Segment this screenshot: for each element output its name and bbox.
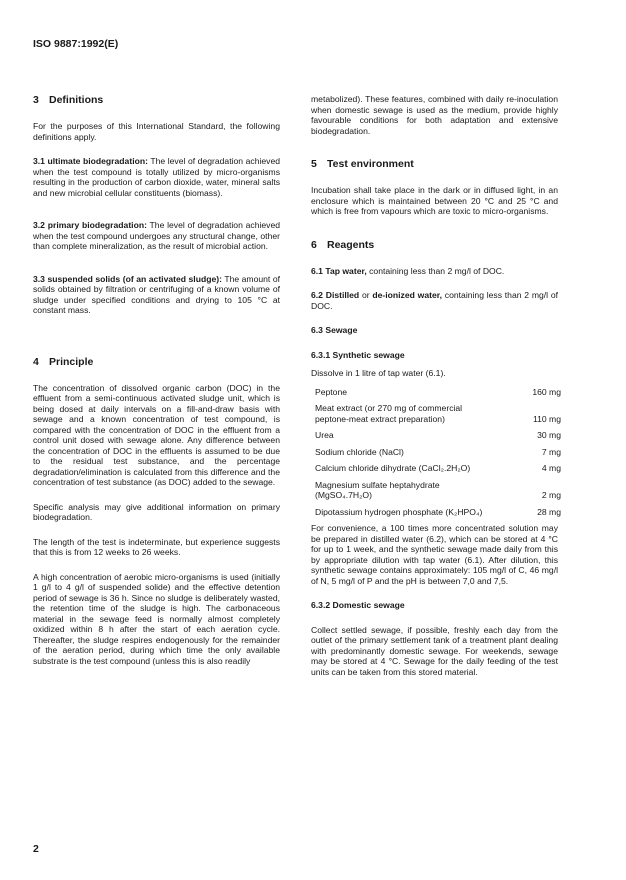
subclause-title: Sewage (325, 325, 358, 335)
clause-number: 6.3.1 (311, 349, 331, 360)
ingredient-amount: 28 mg (537, 506, 561, 517)
definition-text: The level of degradation achieved when the test compound undergoes any structural change, other than complete mineralization, as the result of microbial action. (33, 220, 281, 251)
section-4-heading (33, 356, 280, 369)
synthetic-sewage-recipe-table (311, 387, 573, 524)
definition-3-2 (33, 220, 280, 252)
ingredient-amount: 160 mg (532, 386, 561, 397)
ingredient-amount: 30 mg (537, 430, 561, 440)
recipe-row (311, 447, 573, 464)
section-3-intro: For the purposes of this International Standard, the following definitions apply. (33, 121, 280, 142)
definition-text: The amount of solids obtained by filtration or centrifuging of a known volume of sludge under specified conditions and drying to 105 °C at constant mass. (33, 273, 281, 315)
ingredient-name: Calcium chloride dihydrate (CaCl₂.2H₂O) (315, 463, 471, 473)
clause-number: 3.2 (33, 220, 45, 230)
reagent-term: Distilled (325, 290, 360, 300)
ingredient-amount: 2 mg (541, 490, 561, 500)
reagent-6-1 (311, 266, 558, 277)
reagent-or: or (361, 290, 370, 300)
page-number: 2 (33, 843, 39, 855)
clause-number: 6.2 (311, 290, 323, 300)
clause-number: 3.3 (33, 273, 45, 284)
ingredient-amount: 110 mg (532, 413, 561, 424)
reagent-6-2 (311, 290, 558, 311)
section-title: Reagents (327, 238, 375, 251)
subclause-6-3-1-heading (311, 350, 558, 361)
clause-number: 3.1 (33, 156, 45, 166)
synthetic-sewage-notes: For convenience, a 100 times more concentrated solution may be prepared in distilled water (6.2), which can be stored at 4 °C for up to 1 week, and the synthetic sewage made daily from this by appropriate dilution with tap water (6.1). After dilution, this synthetic sewage contains approximately: 105 mg/l of C, 46 mg/l of N, 5 mg/l of P and the pH is between 7,0 and 7,5. (311, 523, 558, 586)
definition-3-3 (33, 274, 280, 316)
definition-3-1 (33, 156, 280, 198)
recipe-row (311, 387, 573, 404)
ingredient-name: Dipotassium hydrogen phosphate (K₂HPO₄) (315, 506, 483, 517)
left-column (33, 84, 280, 666)
definition-text: The level of degradation achieved when the test compound is totally utilized by micro-organisms resulting in the production of carbon dioxide, water, mineral salts and new microbial cellular constituents (biomass). (33, 156, 281, 198)
principle-paragraph-1: The concentration of dissolved organic carbon (DOC) in the effluent from a semi-continuous activated sludge unit, which is being dosed at daily intervals on a fill-and-draw basis with sewage and a known concentration of test compound, is compared with the concentration of DOC in the effluent from a control unit dosed with sewage alone. Any difference between the concentration of DOC in the effluents is assumed to be due to the residual test substance, and the percentage degradation/elimination is calculated from this difference and the concentration of test substance (as DOC) added to the sewage. (33, 382, 280, 487)
principle-paragraph-2: Specific analysis may give additional information on primary biodegradation. (33, 501, 280, 522)
document-id: ISO 9887:1992(E) (33, 38, 119, 50)
definition-term: ultimate biodegradation: (47, 156, 148, 166)
clause-number: 6.3.2 (311, 600, 331, 610)
test-environment-text: Incubation shall take place in the dark or in diffused light, in an enclosure which is maintained between 20 °C and 25 °C and which is free from vapours which are toxic to micro-organisms. (311, 185, 558, 216)
ingredient-name: Sodium chloride (NaCl) (315, 446, 404, 457)
clause-number: 6.1 (311, 265, 323, 276)
recipe-row (311, 403, 573, 430)
domestic-sewage-text: Collect settled sewage, if possible, freshly each day from the outlet of the primary settlement tank of a treatment plant dealing with predominantly domestic sewage. For weekends, sewage may be stored at 4 °C. Sewage for the daily feeding of the test units can be taken from this stored material. (311, 624, 558, 677)
section-6-heading (311, 239, 558, 252)
reagent-term: Tap water, (325, 265, 367, 276)
section-number: 3 (33, 94, 39, 106)
recipe-row (311, 463, 573, 480)
section-title: Definitions (49, 94, 104, 106)
section-3-heading (33, 94, 280, 107)
ingredient-amount: 7 mg (541, 446, 561, 457)
subclause-title: Domestic sewage (332, 600, 405, 610)
reagent-text: containing less than 2 mg/l of DOC. (311, 290, 559, 311)
ingredient-name: Magnesium sulfate heptahydrate (MgSO₄.7H₂O) (315, 479, 440, 500)
right-column (311, 94, 561, 677)
ingredient-name: Urea (315, 430, 334, 440)
section-title: Test environment (327, 158, 414, 170)
subclause-6-3-2-heading (311, 600, 558, 611)
subclause-title: Synthetic sewage (332, 349, 405, 360)
ingredient-amount: 4 mg (541, 463, 561, 473)
clause-number: 6.3 (311, 325, 323, 335)
reagent-term-2: de-ionized water, (372, 290, 443, 300)
section-5-heading (311, 158, 558, 171)
subclause-6-3-heading (311, 325, 558, 336)
ingredient-name: Peptone (315, 386, 348, 397)
synthetic-sewage-intro: Dissolve in 1 litre of tap water (6.1). (311, 368, 446, 378)
principle-paragraph-3: The length of the test is indeterminate, but experience suggests that this is from 12 weeks to 26 weeks. (33, 536, 280, 557)
definition-term: primary biodegradation: (47, 220, 147, 230)
definition-term: suspended solids (of an activated sludge): (47, 273, 222, 284)
ingredient-name: Meat extract (or 270 mg of commercial peptone-meat extract preparation) (315, 403, 463, 424)
section-number: 4 (33, 355, 39, 368)
section-number: 6 (311, 238, 317, 251)
recipe-row (311, 430, 573, 447)
section-number: 5 (311, 158, 317, 170)
section-title: Principle (49, 355, 94, 368)
recipe-row (311, 480, 573, 507)
recipe-row (311, 507, 573, 524)
principle-continuation: metabolized). These features, combined with daily re-inoculation when domestic sewage is used as the medium, provide highly favourable conditions for both adaptation and extensive biodegradation. (311, 94, 558, 136)
principle-paragraph-4: A high concentration of aerobic micro-organisms is used (initially 1 g/l to 4 g/l of suspended solide) and the effective detention period of sewage is 36 h. Since no sludge is deliberately wasted, the retention time of the sludge is high. The carbonaceous material in the sewage feed is normally almost completely oxidized within 8 h after the start of each aeration cycle. Thereafter, the sludge respires endogenously for the remainder of the aeration period, during which time the only available substrate is the test compound (unless this is also readily (33, 571, 280, 666)
reagent-text: containing less than 2 mg/l of DOC. (369, 265, 505, 276)
